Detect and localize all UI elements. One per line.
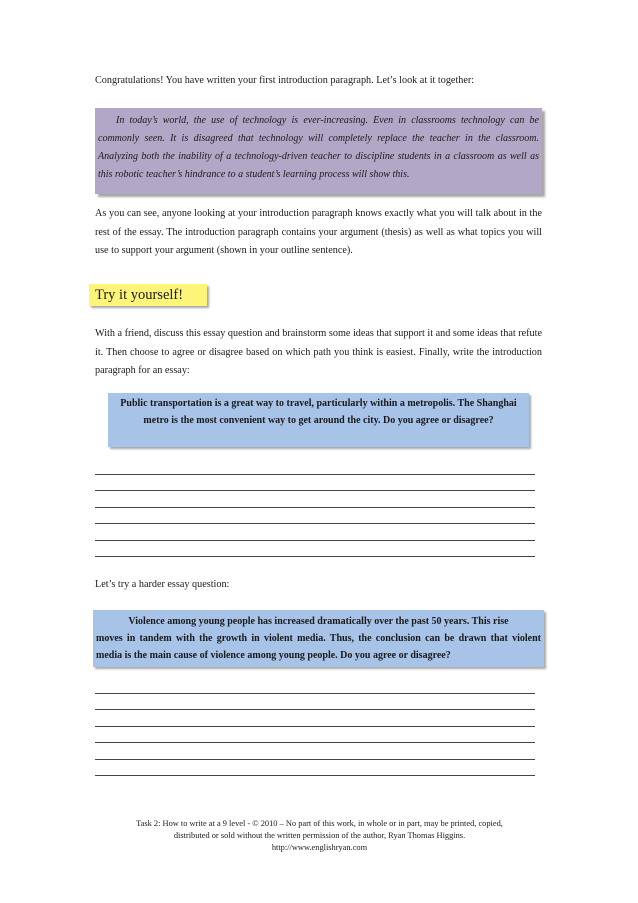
writing-line[interactable] xyxy=(95,694,535,711)
writing-line[interactable] xyxy=(95,475,535,492)
example-introduction-box xyxy=(95,108,542,194)
writing-line[interactable] xyxy=(95,508,535,525)
writing-line[interactable] xyxy=(95,491,535,508)
harder-question-intro: Let’s try a harder essay question: xyxy=(95,579,230,590)
essay-question-1-text: Public transportation is a great way to travel, particularly within a metropolis. The Shanghai metro is the most convenient way to get around the city. Do you agree or disagree? xyxy=(120,398,517,426)
essay-question-2-rest: moves in tandem with the growth in violent media. Thus, the conclusion can be drawn that violent media is the main cause of violence among young people. Do you agree or disagree? xyxy=(96,633,541,661)
essay-question-1-box xyxy=(108,393,529,447)
example-introduction-text: In today’s world, the use of technology is ever-increasing. Even in classrooms technology can be commonly seen. It is disagreed that technology will completely replace the teacher in the classroom. Analyzing both the inability of a technology-driven teacher to discipline students in a classroom as well as this robotic teacher’s hindrance to a student’s learning process will show this. xyxy=(98,115,539,180)
writing-line[interactable] xyxy=(95,677,535,694)
writing-line[interactable] xyxy=(95,743,535,760)
footer-permission-line: distributed or sold without the written permission of the author, Ryan Thomas Higgins. xyxy=(173,831,466,840)
writing-line[interactable] xyxy=(95,541,535,558)
page-footer xyxy=(112,818,527,854)
instructions-paragraph: With a friend, discuss this essay question and brainstorm some ideas that support it and some ideas that refute it. Then choose to agree or disagree based on which path you think is easiest. Finally, write the introduction paragraph for an essay: xyxy=(95,328,542,376)
footer-website-link[interactable]: http://www.englishryan.com xyxy=(271,843,368,852)
writing-lines-1 xyxy=(95,458,535,557)
footer-copyright-line: Task 2: How to write at a 9 level - © 2010 – No part of this work, in whole or in part, may be printed, copied, xyxy=(136,819,503,828)
essay-question-2-box xyxy=(93,610,544,667)
writing-line[interactable] xyxy=(95,458,535,475)
writing-line[interactable] xyxy=(95,524,535,541)
intro-line: Congratulations! You have written your first introduction paragraph. Let’s look at it together: xyxy=(95,75,475,86)
writing-lines-2 xyxy=(95,677,535,776)
writing-line[interactable] xyxy=(95,760,535,777)
writing-line[interactable] xyxy=(95,727,535,744)
writing-line[interactable] xyxy=(95,710,535,727)
try-it-yourself-heading: Try it yourself! xyxy=(89,284,207,306)
essay-question-2-first-line: Violence among young people has increased dramatically over the past 50 years. This rise xyxy=(128,616,509,627)
explanation-paragraph: As you can see, anyone looking at your introduction paragraph knows exactly what you will talk about in the rest of the essay. The introduction paragraph contains your argument (thesis) as well as what topics you will use to support your argument (shown in your outline sentence). xyxy=(95,208,542,256)
